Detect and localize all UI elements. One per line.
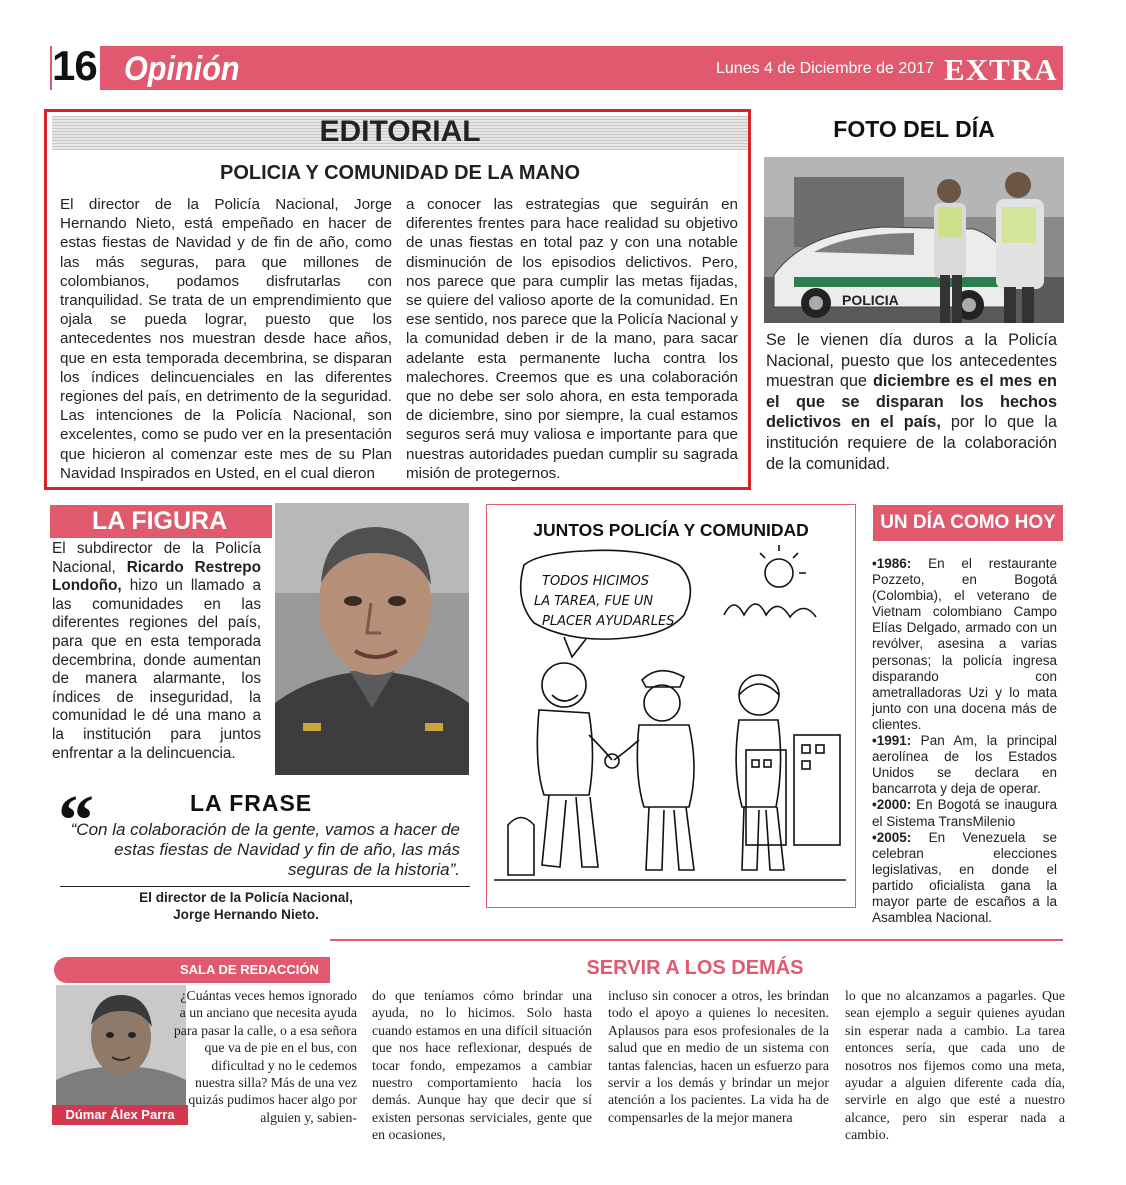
column-title: SERVIR A LOS DEMÁS <box>586 957 804 979</box>
section-divider <box>330 939 1063 941</box>
editorial-headline: POLICIA Y COMUNIDAD DE LA MANO <box>219 162 580 184</box>
foto-caption-bold: diciembre es el mes en el que se disparan los hechos delictivos en el país, <box>766 372 1057 432</box>
sala-de-redaccion-label: SALA DE REDACCIÓN <box>180 962 319 977</box>
un-dia-como-hoy-title: UN DÍA COMO HOY <box>880 512 1056 533</box>
column-text-3: incluso sin conocer a otros, les brindan todo el apoyo a quienes lo necesiten. Aplausos para esos profesionales de la salud que en medio de un sistema con tantas falencias, hacen un esfuerzo para servir a los demás y brindar un mejor atención a los pacientes. La vida ha de compensarles de la mejor manera <box>608 988 829 1125</box>
columnist-name: Dúmar Álex Parra <box>65 1107 175 1122</box>
editorial-label: EDITORIAL <box>319 115 481 148</box>
list-item: •2000: En Bogotá se inaugura el Sistema TransMilenio <box>872 797 1057 829</box>
column-text-4: lo que no alcanzamos a pagarles. Que sean ejemplo a seguir quienes ayudan sin esperar nada a cambio. La tarea entonces sería, que cada uno de nosotros nos fijemos como una meta, ayudar a alguien diferente cada día, servirle en algo que esté a nuestro alcance, pero sin esperar nada a cambio. <box>845 988 1065 1143</box>
la-figura-title: LA FIGURA <box>92 507 228 535</box>
bubble-line-1: TODOS HICIMOS <box>542 574 650 589</box>
foto-del-dia-caption: Se le vienen día duros a la Policía Nacional, puesto que los antecedentes muestran que diciembre es el mes en el que se disparan los hechos delictivos en el país, por lo que la institución requiere de la colaboración de la comunidad. <box>766 331 1057 473</box>
column-text-2: do que teníamos cómo brindar una ayuda, no lo hicimos. Solo hasta cuando estamos en una difícil situación que nos hace reflexionar, después de tocar fondo, empezamos a cambiar nuestro comportamiento hacia los demás. Aunque hay que decir que sí existen personas serviciales, gente que en ocasiones, <box>372 988 592 1143</box>
la-figura-text: El subdirector de la Policía Nacional, Ricardo Restrepo Londoño, hizo un llamado a las comunidades en las diferentes regiones del país, para que en esta temporada decembrina, donde aumentan de manera alarmante, los índices de inseguridad, la comunidad le dé una mano a la institución para juntos enfrentar a la delincuencia. <box>52 540 261 762</box>
bubble-line-3: PLACER AYUDARLES <box>542 614 675 629</box>
foto-del-dia-title: FOTO DEL DÍA <box>833 116 995 142</box>
columnist-photo <box>56 985 186 1105</box>
cartoon-title: JUNTOS POLICÍA Y COMUNIDAD <box>533 520 809 540</box>
editorial-column-1: El director de la Policía Nacional, Jorge Hernando Nieto, está empeñado en hacer de estas fiestas de Navidad y de fin de año, como las más seguras, para que millones de colombianos, podamos disfrutarlas con tranquilidad. Se trata de un emprendimiento que ojala se pueda lograr, puesto que los antecedentes nos muestran desde hace años, que en esta temporada decembrina, se disparan los índices delincuenciales en las diferentes regiones del país, en detrimento de la seguridad. Las intenciones de la Policía Nacional, son excelentes, como se pudo ver en la presentación que hicieron al comenzar este mes de su Plan Navidad Inspirados en Usted, en el cual dieron <box>60 196 392 482</box>
cartoon-illustration <box>494 545 846 900</box>
list-item: •1986: En el restaurante Pozzeto, en Bogotá (Colombia), el veterano de Vietnam colombiano Campo Elías Delgado, armado con un revólver, asesina a varias personas; la policía ingresa disparando con ametralladoras Uzi y lo mata junto con una docena más de clientes. <box>872 556 1057 732</box>
subdirector-portrait <box>275 503 469 775</box>
bubble-line-2: LA TAREA, FUE UN <box>534 594 654 609</box>
police-photo <box>764 157 1064 323</box>
page-number: 16 <box>52 42 100 90</box>
editorial-column-2: a conocer las estrategias que seguirán en diferentes frentes para hace realidad su objetivo de unas fiestas en total paz y con una notable disminución de los episodios delictivos. Pero, nos parece que para cumplir las metas fijadas, se quiere del valioso aporte de la comunidad. En ese sentido, nos parece que la Policía Nacional y la comunidad deben ir de la mano, para sacar adelante esta permanente lucha contra los malechores. Creemos que es una colaboración que no debe ser solo ahora, en esta temporada de diciembre, sino por siempre, la cual estamos seguros será muy valiosa e importante para que nuestras autoridades puedan cumplir su sagrada misión de protegernos. <box>406 196 738 482</box>
list-item: •1991: Pan Am, la principal aerolínea de los Estados Unidos se declara en bancarrota y deja de operar. <box>872 733 1057 797</box>
un-dia-como-hoy-list <box>872 556 1057 926</box>
quote-mark-icon: “ <box>58 780 94 860</box>
column-text-1: ¿Cuántas veces hemos ignorado a un anciano que necesita ayuda para pasar la calle, o a esa señora que va de pie en el bus, con dificultad y no le cedemos nuestra silla? Más de una vez quizás pudimos hacer algo por alguien y, sabien- <box>173 988 357 1125</box>
list-item: •2005: En Venezuela se celebran elecciones legislativas, en donde el partido oficialista gana la mayor parte de escaños a la Asamblea Nacional. <box>872 829 1057 926</box>
la-frase-title: LA FRASE <box>190 790 313 816</box>
police-car-label: POLICIA <box>842 292 899 308</box>
header-date: Lunes 4 de Diciembre de 2017 <box>716 60 934 77</box>
extra-logo: EXTRA <box>944 52 1058 87</box>
section-name: Opinión <box>124 50 240 88</box>
la-frase-author: El director de la Policía Nacional, Jorge Hernando Nieto. <box>139 890 353 922</box>
la-frase-divider <box>60 886 470 887</box>
la-frase-quote: “Con la colaboración de la gente, vamos a hacer de estas fiestas de Navidad y fin de año, las más seguras de la historia”. <box>70 820 460 879</box>
